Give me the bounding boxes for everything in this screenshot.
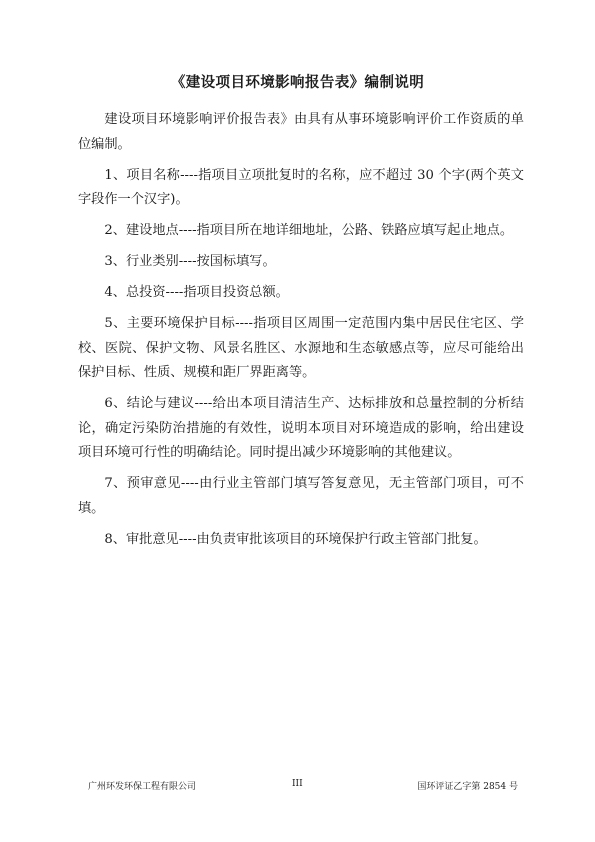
paragraph-item-7: 7、预审意见----由行业主管部门填写答复意见，无主管部门项目，可不填。 [78,476,524,516]
document-body [78,108,524,559]
paragraph-item-2: 2、建设地点----指项目所在地详细地址，公路、铁路应填写起止地点。 [104,223,514,238]
paragraph-item-5: 5、主要环境保护目标----指项目区周围一定范围内集中居民住宅区、学校、医院、保护文物、风景名胜区、水源地和生态敏感点等，应尽可能给出保护目标、性质、规模和距厂界距离等。 [78,316,524,380]
footer-certificate: 国环评证乙字第 2854 号 [417,782,518,792]
paragraph-item-4: 4、总投资----指项目投资总额。 [104,285,289,300]
page-footer [88,779,518,793]
document-title: 《建设项目环境影响报告表》编制说明 [170,75,425,91]
paragraph-item-6: 6、结论与建议----给出本项目清洁生产、达标排放和总量控制的分析结论，确定污染防治措施的有效性，说明本项目对环境造成的影响，给出建设项目环境可行性的明确结论。同时提出减少环境影响的其他建议。 [78,396,524,460]
paragraph-item-3: 3、行业类别----按国标填写。 [104,254,276,269]
paragraph-item-1: 1、项目名称----指项目立项批复时的名称，应不超过 30 个字(两个英文字段作一个汉字)。 [78,167,524,207]
paragraph-intro: 建设项目环境影响评价报告表》由具有从事环境影响评价工作资质的单位编制。 [78,112,524,152]
paragraph-item-8: 8、审批意见----由负责审批该项目的环境保护行政主管部门批复。 [104,531,487,547]
footer-page-number: III [292,779,303,789]
footer-company: 广州环发环保工程有限公司 [88,782,197,792]
